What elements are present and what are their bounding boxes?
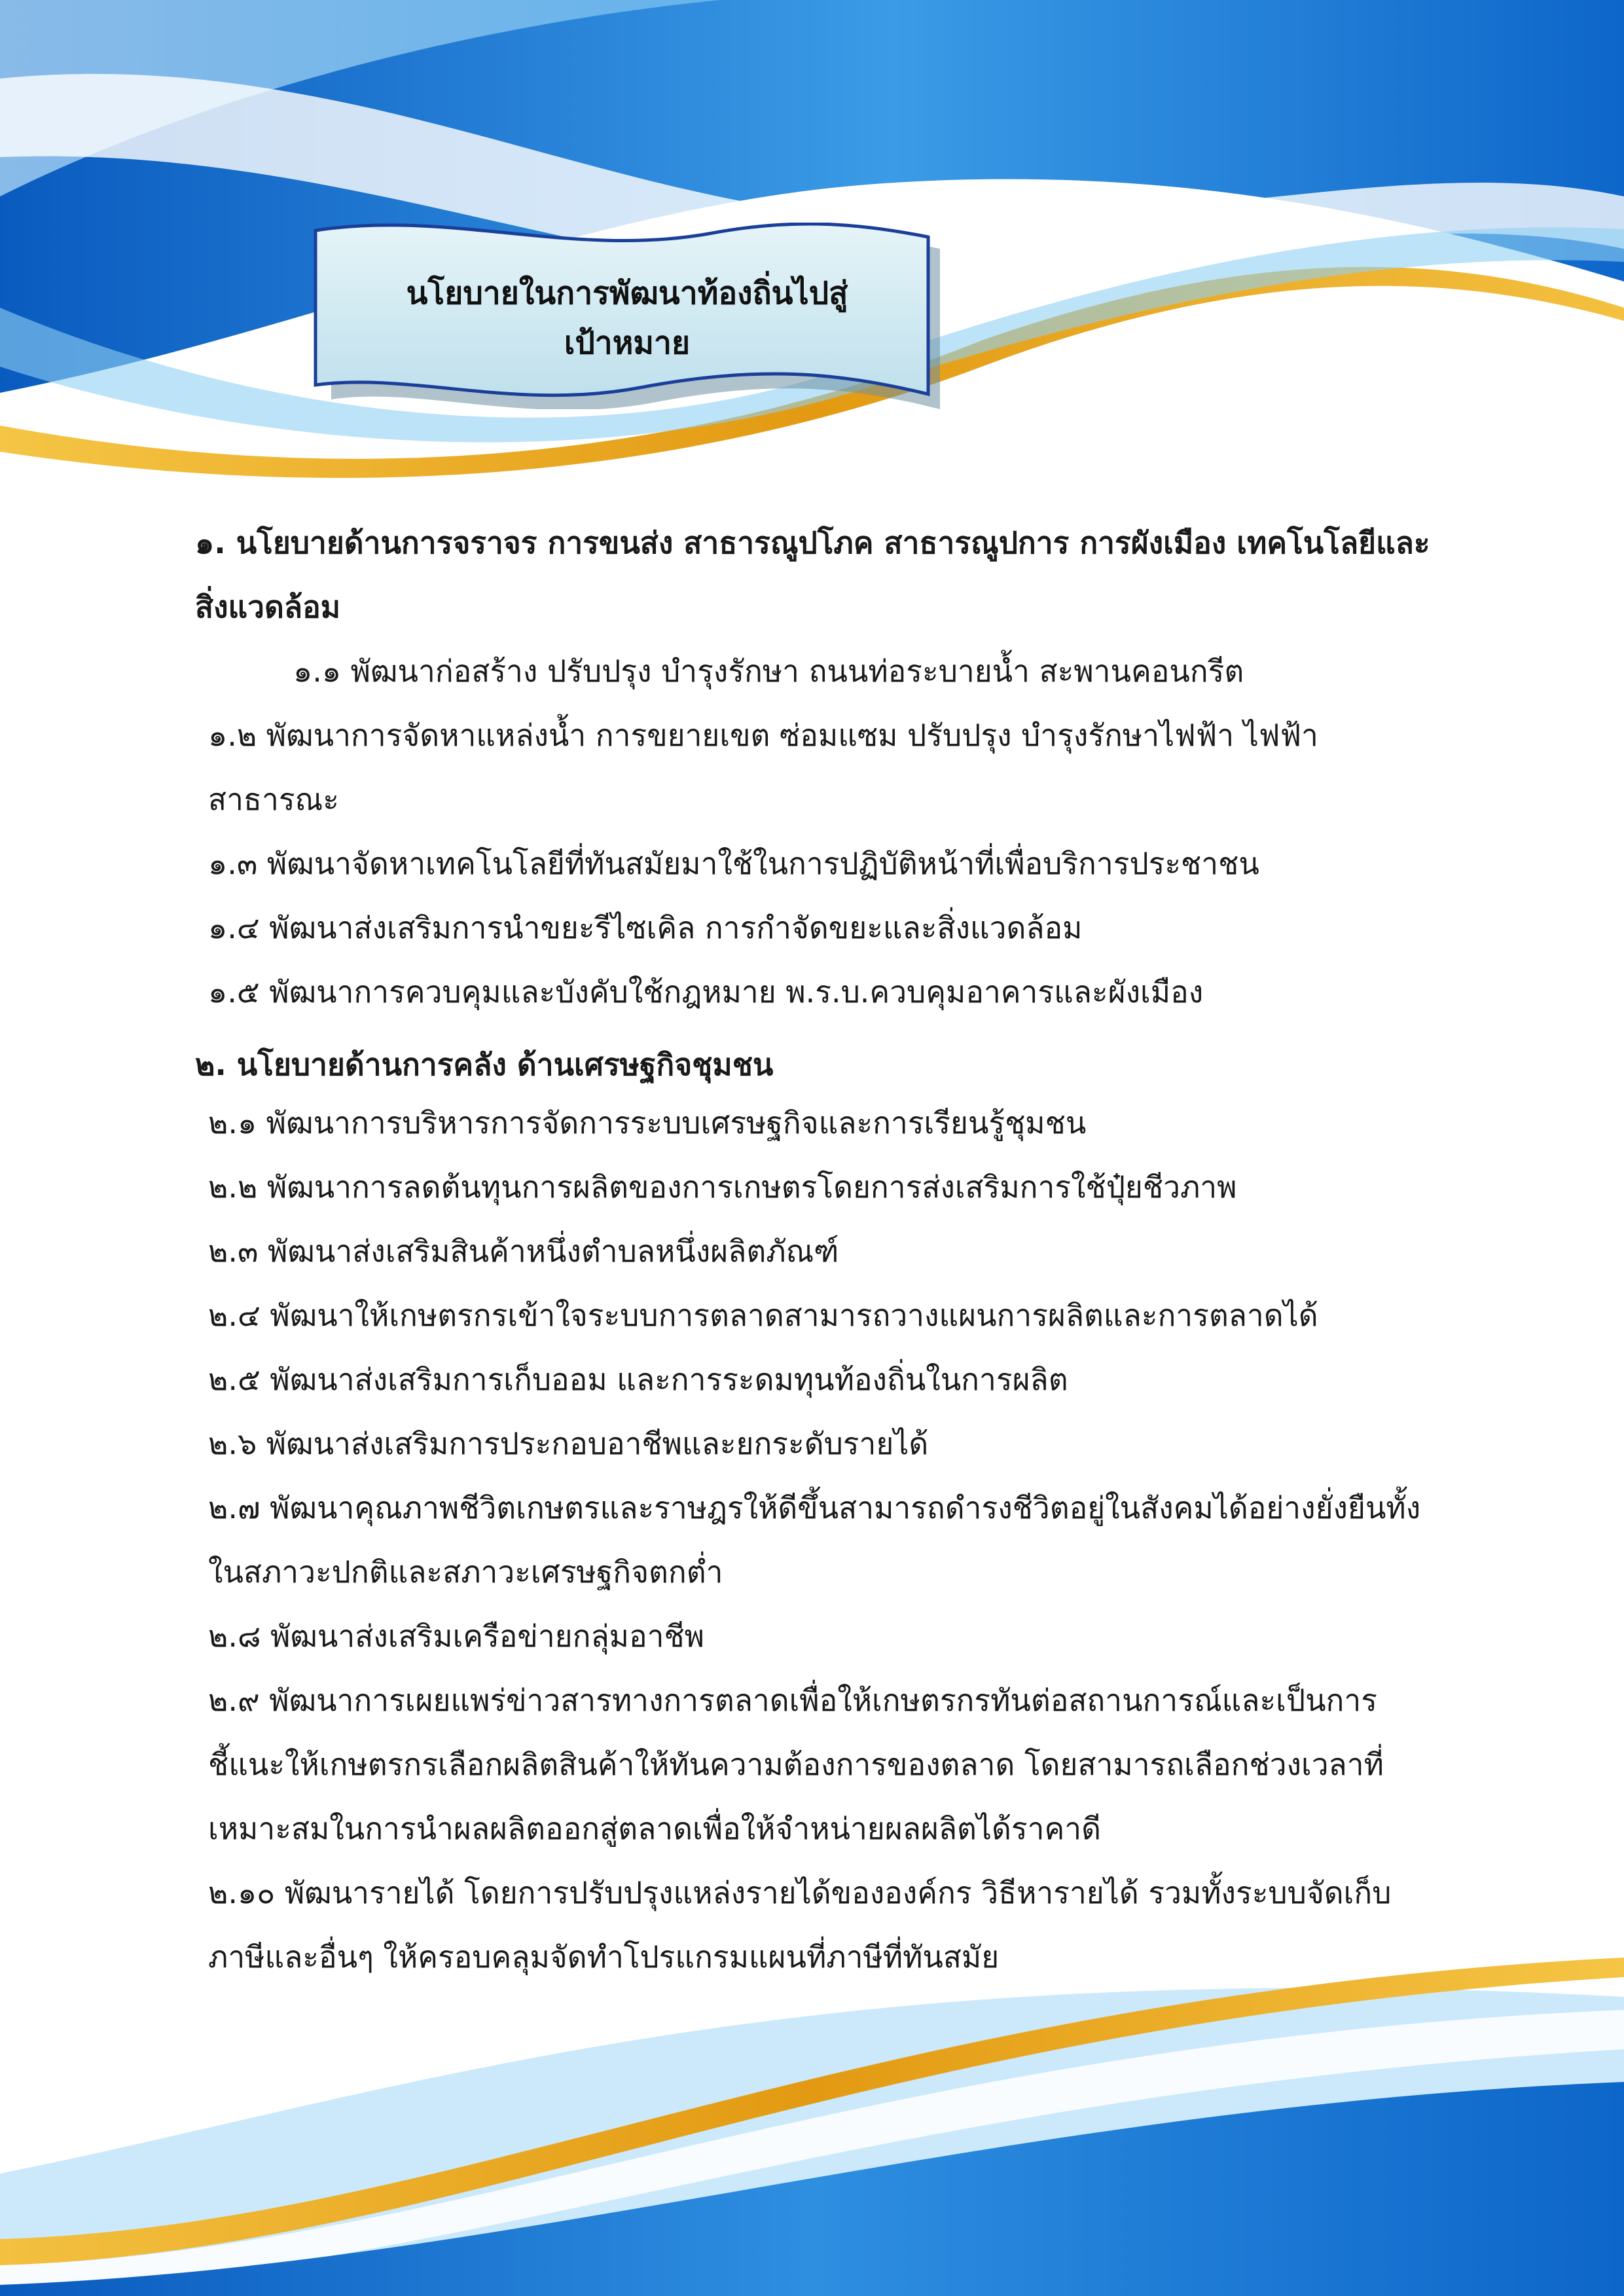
section-2-item-4: ๒.๔ พัฒนาให้เกษตรกรเข้าใจระบบการตลาดสามารถวางแผนการผลิตและการตลาดได้ (208, 1298, 1318, 1333)
section-2-item-9: ๒.๙ พัฒนาการเผยแพร่ข่าวสารทางการตลาดเพื่อให้เกษตรกรทันต่อสถานการณ์และเป็นการชี้แนะให้เกษตรกรเลือกผลิตสินค้าให้ทันความต้องการของตลาด โดยสามารถเลือกช่วงเวลาที่เหมาะสมในการนำผลผลิตออกสู่ตลาดเพื่อให้จำหน่ายผลผลิตได้ราคาดี (208, 1683, 1384, 1846)
section-1-item-1: ๑.๑ พัฒนาก่อสร้าง ปรับปรุง บำรุงรักษา ถนนท่อระบายน้ำ สะพานคอนกรีต (293, 653, 1244, 689)
section-2-item-8: ๒.๘ พัฒนาส่งเสริมเครือข่ายกลุ่มอาชีพ (208, 1618, 704, 1654)
banner-title (339, 268, 915, 368)
section-2-item-10: ๒.๑๐ พัฒนารายได้ โดยการปรับปรุงแหล่งรายได้ขององค์กร วิธีหารายได้ รวมทั้งระบบจัดเก็บภาษีและอื่นๆ ให้ครอบคลุมจัดทำโปรแกรมแผนที่ภาษีที่ทันสมัย (208, 1875, 1392, 1975)
policy-content (195, 511, 1439, 1989)
section-2-item-1: ๒.๑ พัฒนาการบริหารการจัดการระบบเศรษฐกิจและการเรียนรู้ชุมชน (208, 1105, 1087, 1140)
section-2-item-3: ๒.๓ พัฒนาส่งเสริมสินค้าหนึ่งตำบลหนึ่งผลิตภัณฑ์ (208, 1233, 839, 1269)
section-2-item-6: ๒.๖ พัฒนาส่งเสริมการประกอบอาชีพและยกระดับรายได้ (208, 1426, 929, 1461)
section-1-item-2: ๑.๒ พัฒนาการจัดหาแหล่งน้ำ การขยายเขต ซ่อมแซม ปรับปรุง บำรุงรักษาไฟฟ้า ไฟฟ้าสาธารณะ (208, 718, 1318, 817)
banner-title-line-1: นโยบายในการพัฒนาท้องถิ่นไปสู่ (406, 275, 848, 312)
title-banner (313, 223, 943, 409)
section-1-item-4: ๑.๔ พัฒนาส่งเสริมการนำขยะรีไซเคิล การกำจัดขยะและสิ่งแวดล้อม (208, 910, 1083, 945)
section-2-item-7: ๒.๗ พัฒนาคุณภาพชีวิตเกษตรและราษฎรให้ดีขึ้นสามารถดำรงชีวิตอยู่ในสังคมได้อย่างยั่งยืนทั้งในสภาวะปกติและสภาวะเศรษฐกิจตกต่ำ (208, 1490, 1421, 1590)
section-1-item-3: ๑.๓ พัฒนาจัดหาเทคโนโลยีที่ทันสมัยมาใช้ในการปฏิบัติหน้าที่เพื่อบริการประชาชน (208, 846, 1259, 881)
section-1-heading: ๑. นโยบายด้านการจราจร การขนส่ง สาธารณูปโภค สาธารณูปการ การผังเมือง เทคโนโลยีและสิ่งแวดล้อม (195, 525, 1430, 625)
section-2-item-5: ๒.๕ พัฒนาส่งเสริมการเก็บออม และการระดมทุนท้องถิ่นในการผลิต (208, 1362, 1068, 1397)
banner-title-line-2: เป้าหมาย (564, 325, 691, 361)
section-1-item-5: ๑.๕ พัฒนาการควบคุมและบังคับใช้กฎหมาย พ.ร.บ.ควบคุมอาคารและผังเมือง (208, 974, 1204, 1010)
section-2-item-2: ๒.๒ พัฒนาการลดต้นทุนการผลิตของการเกษตรโดยการส่งเสริมการใช้ปุ๋ยชีวภาพ (208, 1169, 1237, 1205)
section-2-heading: ๒. นโยบายด้านการคลัง ด้านเศรษฐกิจชุมชน (195, 1047, 774, 1082)
